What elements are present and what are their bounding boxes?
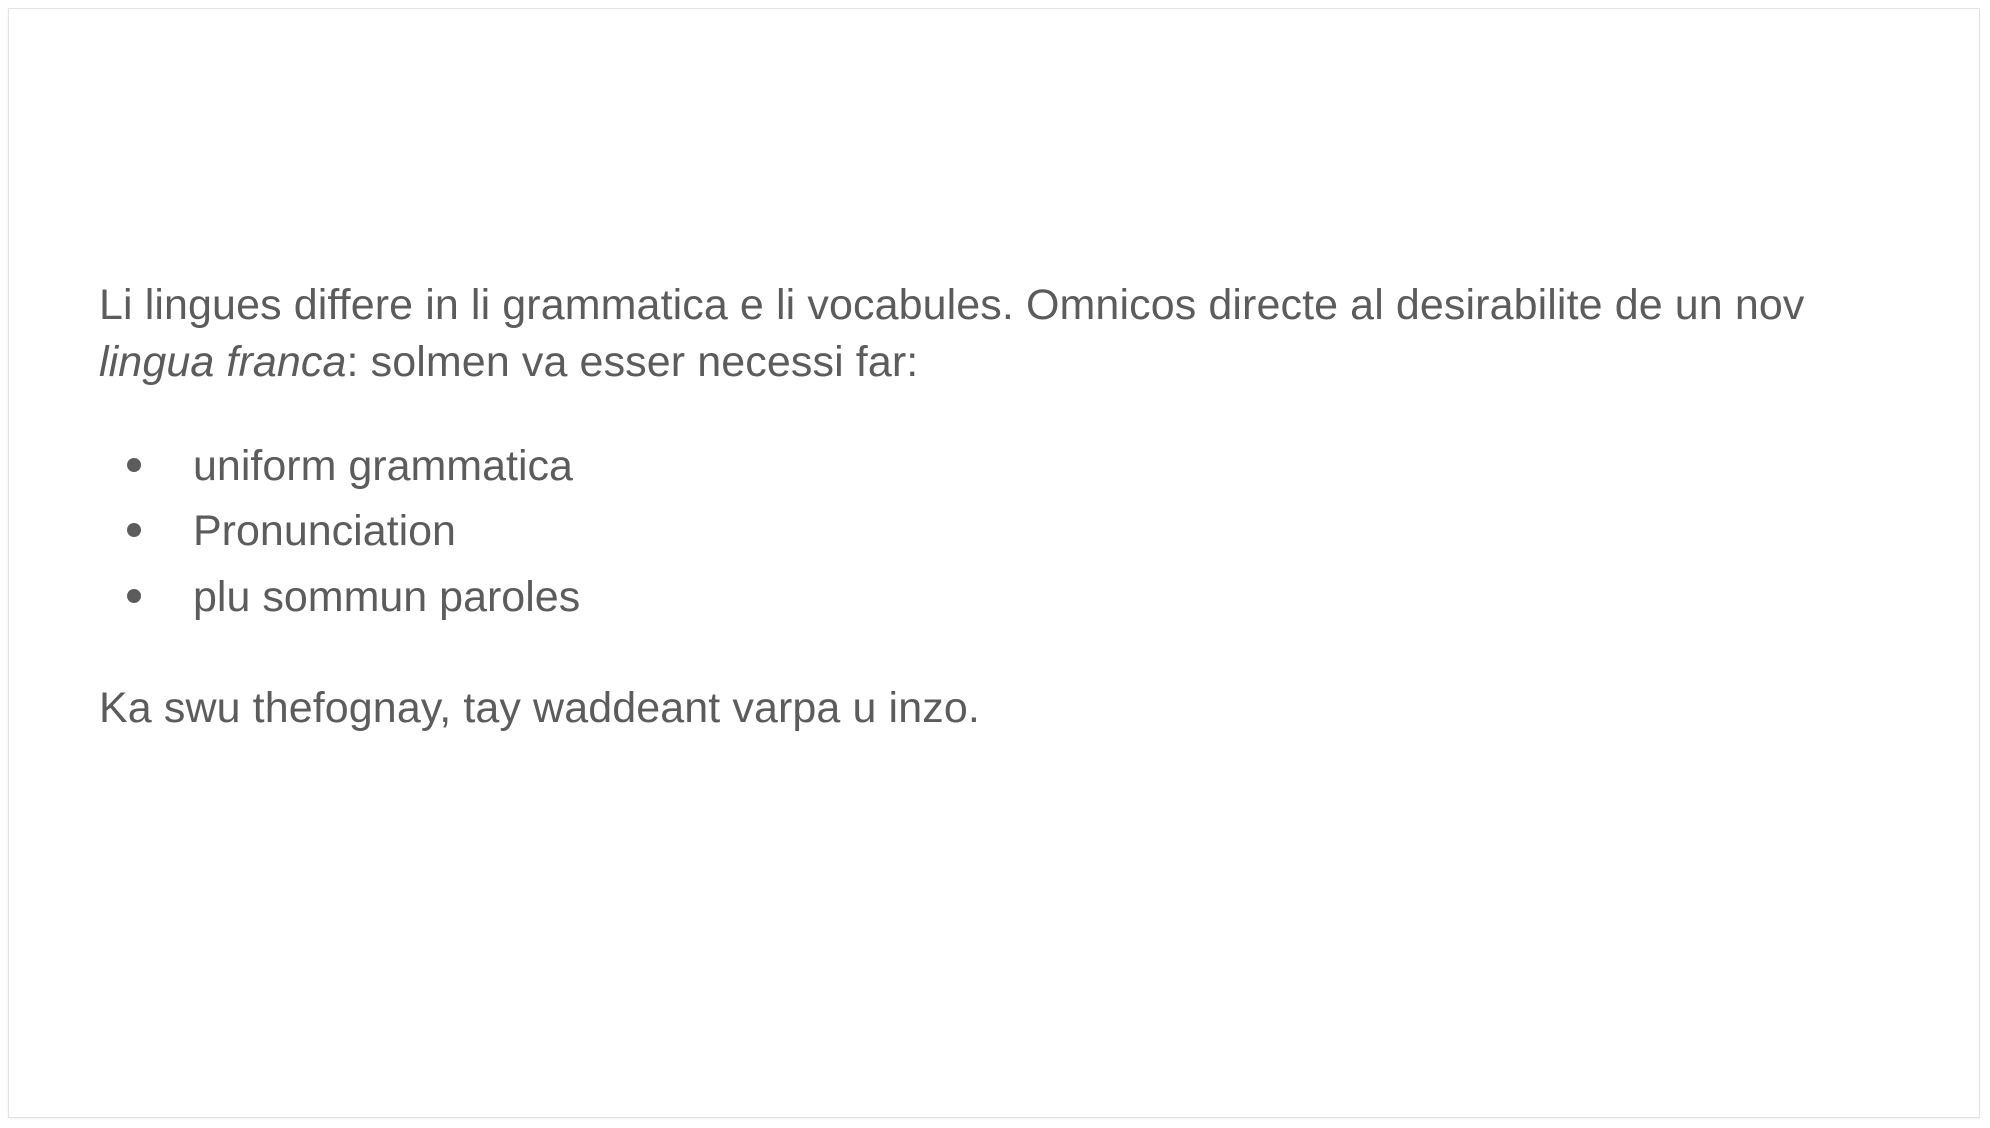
list-item-label: plu sommun paroles bbox=[193, 572, 581, 621]
intro-paragraph bbox=[99, 277, 1909, 391]
bullet-dot-icon bbox=[127, 523, 141, 537]
intro-text-part-1: Li lingues differe in li grammatica e li vocabules. Omnicos directe al desirabilite de un nov bbox=[99, 281, 1805, 329]
list-item bbox=[99, 439, 1909, 494]
list-item-label: uniform grammatica bbox=[193, 441, 573, 490]
closing-paragraph: Ka swu thefognay, tay waddeant varpa u inzo. bbox=[99, 684, 980, 733]
intro-text-part-2: : solmen va esser necessi far: bbox=[346, 337, 919, 386]
slide[interactable] bbox=[8, 8, 1980, 1118]
slide-content bbox=[99, 277, 1909, 737]
list-item bbox=[99, 570, 1909, 625]
bullet-dot-icon bbox=[127, 458, 141, 472]
bullet-dot-icon bbox=[127, 589, 141, 603]
list-item bbox=[99, 504, 1909, 559]
intro-text-emphasis: lingua franca bbox=[99, 337, 347, 386]
bullet-list bbox=[99, 439, 1909, 625]
list-item-label: Pronunciation bbox=[193, 507, 456, 556]
